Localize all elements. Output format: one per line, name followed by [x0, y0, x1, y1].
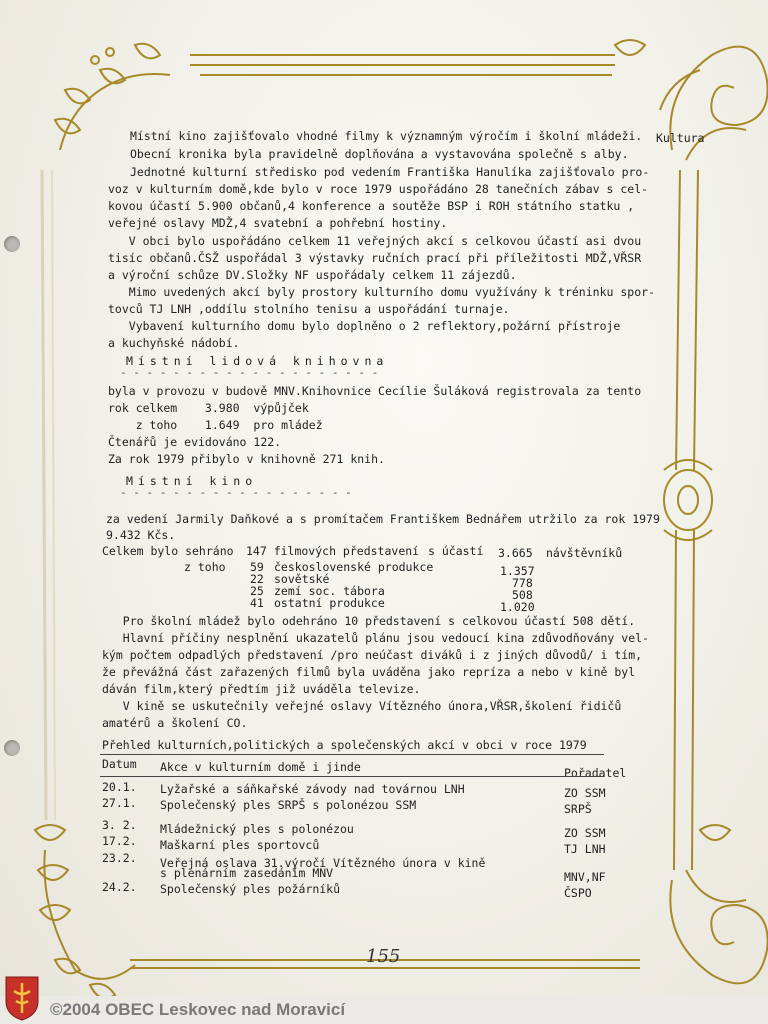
section-heading: Místní kino	[126, 474, 258, 488]
table-cell-datum: 17.2.	[102, 834, 137, 848]
text-line: Mimo uvedených akcí byly prostory kulturního domu využívány k tréninku spor-	[108, 285, 655, 299]
table-cell-akce: Společenský ples SRPŠ s polonézou SSM	[160, 798, 417, 812]
margin-note: Kultura	[656, 131, 705, 145]
table-cell-datum: 23.2.	[102, 851, 137, 865]
table-cell-datum: 27.1.	[102, 796, 137, 810]
table-rule	[100, 776, 604, 777]
breakdown-count: 59	[250, 560, 264, 574]
text-line: 9.432 Kčs.	[106, 528, 176, 542]
summary-unit: návštěvníků	[546, 546, 623, 560]
text-line: Vybavení kulturního domu bylo doplněno o 2 reflektory,požární přístroje	[108, 319, 621, 333]
table-cell-poradatel: ZO SSM	[564, 826, 606, 840]
text-line: tisíc občanů.ČSŽ uspořádal 3 výstavky ručních prací při příležitosti MDŽ,VŘSR	[108, 251, 642, 265]
text-line: V kině se uskutečnily veřejné oslavy Vítězného února,VŘSR,školení řidičů	[102, 699, 622, 713]
text-line: Pro školní mládež bylo odehráno 10 představení s celkovou účastí 508 dětí.	[102, 614, 636, 628]
heading-dash-rule: - - - - - - - - - - - - - - - - - -	[120, 486, 352, 499]
table-cell-poradatel: SRPŠ	[564, 802, 592, 816]
text-line: z toho 1.649 pro mládež	[108, 418, 323, 432]
page-number: 155	[366, 946, 401, 967]
breakdown-label-text: zemí soc. tábora	[274, 584, 385, 598]
text-line: a kuchyňské nádobí.	[108, 336, 240, 350]
table-cell-poradatel: ČSPO	[564, 886, 592, 900]
breakdown-label-text: sovětské	[274, 572, 330, 586]
table-cell-akce: Společenský ples požárníků	[160, 882, 341, 896]
heading-dash-rule: - - - - - - - - - - - - - - - - - - - -	[120, 366, 379, 379]
table-cell-akce: Lyžařské a sáňkařské závody nad továrnou LNH	[160, 782, 465, 796]
summary-mid: s účastí	[428, 544, 484, 558]
text-line: V obci bylo uspořádáno celkem 11 veřejných akcí s celkovou účastí asi dvou	[108, 234, 642, 248]
breakdown-label: z toho	[184, 560, 226, 574]
binder-hole	[4, 236, 20, 252]
table-cell-akce: Maškarní ples sportovců	[160, 838, 320, 852]
text-line: Za rok 1979 přibylo v knihovně 271 knih.	[108, 452, 385, 466]
table-cell-datum: 20.1.	[102, 780, 137, 794]
table-cell-datum: 24.2.	[102, 880, 137, 894]
column-header: Datum	[102, 757, 137, 771]
text-line: Čtenářů je evidováno 122.	[108, 435, 282, 449]
table-cell-akce: Mládežnický ples s polonézou	[160, 822, 354, 836]
table-cell-akce: Veřejná oslava 31.výročí Vítězného února v kině	[160, 856, 486, 870]
breakdown-value: 1.020	[500, 600, 535, 614]
table-title: Přehled kulturních,politických a společenských akcí v obci v roce 1979	[102, 738, 587, 752]
text-line: veřejné oslavy MDŽ,4 svatební a pohřební hostiny.	[108, 216, 448, 230]
breakdown-count: 41	[250, 596, 264, 610]
table-cell-datum: 3. 2.	[102, 818, 137, 832]
text-line: kým počtem odpadlých představení /pro neúčast diváků i z jiných důvodů/ i tím,	[102, 648, 643, 662]
column-header: Akce v kulturním domě i jinde	[160, 760, 361, 774]
text-line: Jednotné kulturní středisko pod vedením Františka Hanulíka zajišťovalo pro-	[130, 165, 650, 179]
summary-label: Celkem bylo sehráno	[102, 544, 234, 558]
table-cell-poradatel: TJ LNH	[564, 842, 606, 856]
text-line: kovou účastí 5.900 občanů,4 konference a soutěže BSP i ROH státního statku ,	[108, 199, 635, 213]
column-header: Pořadatel	[564, 766, 627, 780]
table-cell-poradatel: MNV,NF	[564, 870, 606, 884]
section-heading: Místní lidová knihovna	[126, 354, 389, 368]
text-line: tovců TJ LNH ,oddílu stolního tenisu a uspořádání turnaje.	[108, 302, 510, 316]
text-line: Hlavní příčiny nesplnění ukazatelů plánu jsou vedoucí kina zdůvodňovány vel-	[102, 631, 649, 645]
text-line: že převážná část zařazených filmů byla uváděna jako repríza a nebo v kině byl	[102, 665, 636, 679]
copyright-footer: ©2004 OBEC Leskovec nad Moravicí	[50, 1000, 346, 1019]
table-cell-akce-cont: s plenárním zasedáním MNV	[160, 866, 334, 880]
breakdown-value: 778	[512, 576, 533, 590]
binder-hole	[4, 740, 20, 756]
summary-count: 147 filmových představení	[246, 544, 420, 558]
text-line: za vedení Jarmily Daňkové a s promítačem Františkem Bednářem utržilo za rok 1979	[106, 512, 660, 526]
text-line: a výroční schůze DV.Složky NF uspořádaly celkem 11 zájezdů.	[108, 268, 517, 282]
coat-of-arms-icon	[4, 975, 40, 1021]
breakdown-value: 508	[512, 588, 533, 602]
table-cell-poradatel: ZO SSM	[564, 786, 606, 800]
breakdown-count: 25	[250, 584, 264, 598]
table-rule	[100, 754, 604, 755]
summary-total: 3.665	[498, 546, 533, 560]
breakdown-label-text: československé produkce	[274, 560, 434, 574]
text-line: dáván film,který předtím již uváděla televize.	[102, 682, 421, 696]
text-line: byla v provozu v budově MNV.Knihovnice Cecílie Šuláková registrovala za tento	[108, 384, 642, 398]
text-line: amatérů a školení CO.	[102, 716, 248, 730]
text-line: voz v kulturním domě,kde bylo v roce 1979 uspořádáno 28 tanečních zábav s cel-	[108, 182, 649, 196]
text-line: Místní kino zajišťovalo vhodné filmy k významným výročím i školní mládeži.	[130, 129, 643, 143]
breakdown-value: 1.357	[500, 564, 535, 578]
breakdown-label-text: ostatní produkce	[274, 596, 385, 610]
text-line: rok celkem 3.980 výpůjček	[108, 401, 309, 415]
text-line: Obecní kronika byla pravidelně doplňována a vystavována společně s alby.	[130, 147, 629, 161]
breakdown-count: 22	[250, 572, 264, 586]
